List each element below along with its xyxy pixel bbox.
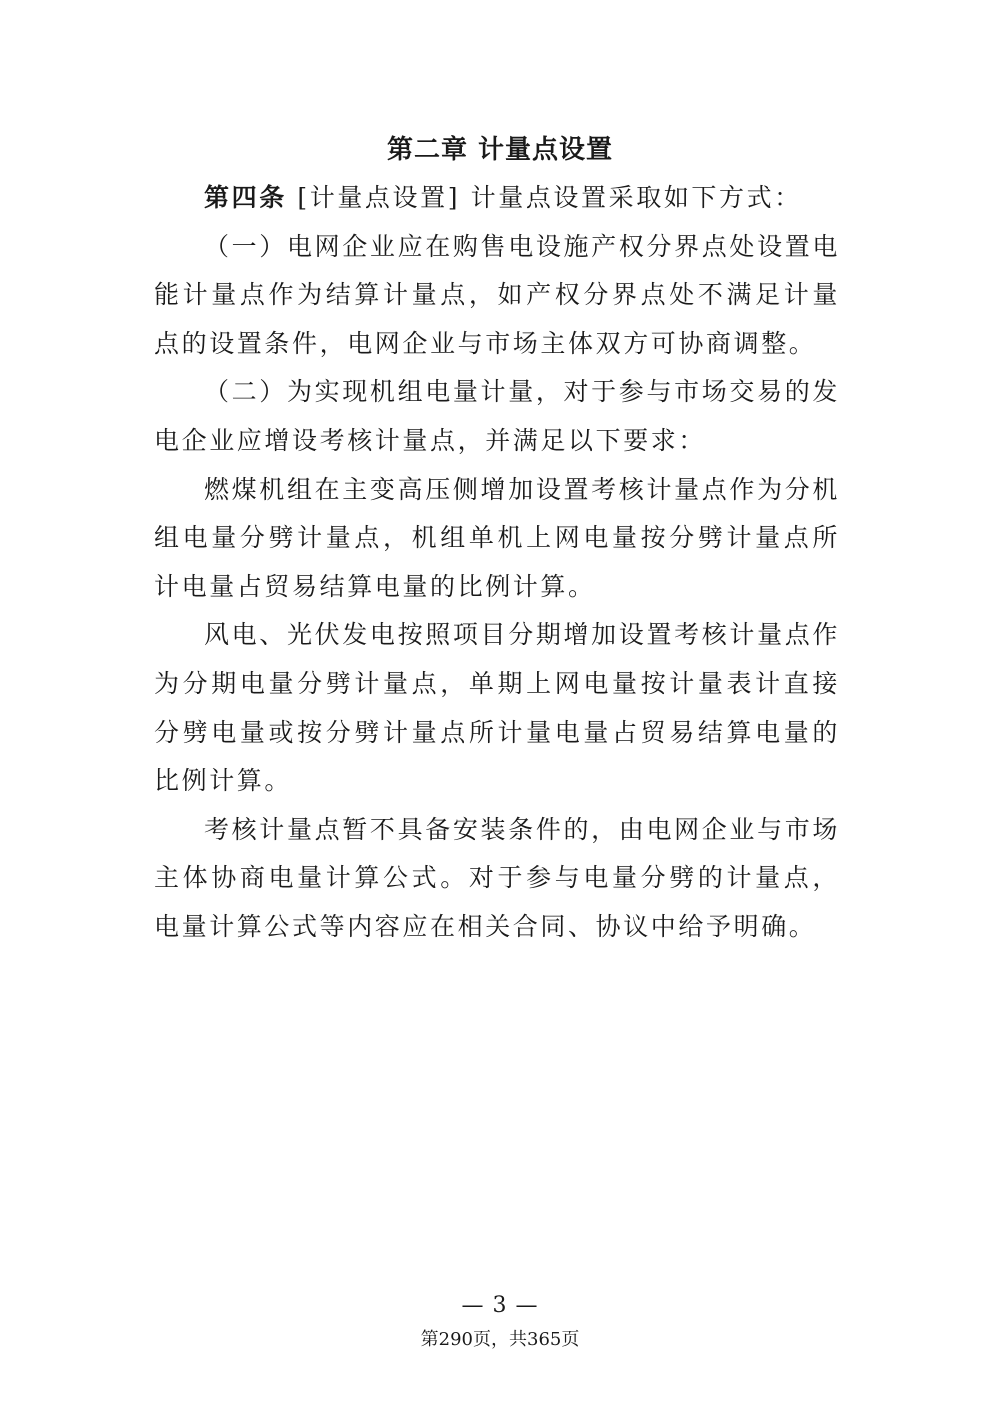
paragraph-assessment-points: 考核计量点暂不具备安装条件的，由电网企业与市场主体协商电量计算公式。对于参与电量分劈的计量点，电量计算公式等内容应在相关合同、协议中给予明确。 bbox=[154, 814, 840, 941]
paragraph-wind-solar: 风电、光伏发电按照项目分期增加设置考核计量点作为分期电量分劈计量点，单期上网电量按计量表计直接分劈电量或按分劈计量点所计量电量占贸易结算电量的比例计算。 bbox=[154, 620, 840, 796]
paragraph-clause-2: （二）为实现机组电量计量，对于参与市场交易的发电企业应增设考核计量点，并满足以下要求： bbox=[154, 377, 840, 455]
paragraph-clause-1: （一）电网企业应在购售电设施产权分界点处设置电能计量点作为结算计量点，如产权分界点处不满足计量点的设置条件，电网企业与市场主体双方可协商调整。 bbox=[154, 231, 840, 358]
article-heading-paragraph bbox=[154, 174, 840, 223]
article-bracket-title: [计量点设置] bbox=[297, 183, 461, 212]
paragraph-coal-units: 燃煤机组在主变高压侧增加设置考核计量点作为分机组电量分劈计量点，机组单机上网电量按分劈计量点所计电量占贸易结算电量的比例计算。 bbox=[154, 474, 840, 601]
page-number: — 3 — bbox=[461, 1293, 539, 1318]
page-count-footer: 第290页，共365页 bbox=[420, 1329, 580, 1350]
article-intro: 计量点设置采取如下方式： bbox=[470, 183, 802, 212]
article-body bbox=[154, 174, 840, 952]
chapter-title: 第二章 计量点设置 bbox=[386, 135, 614, 165]
article-number: 第四条 bbox=[204, 183, 287, 212]
